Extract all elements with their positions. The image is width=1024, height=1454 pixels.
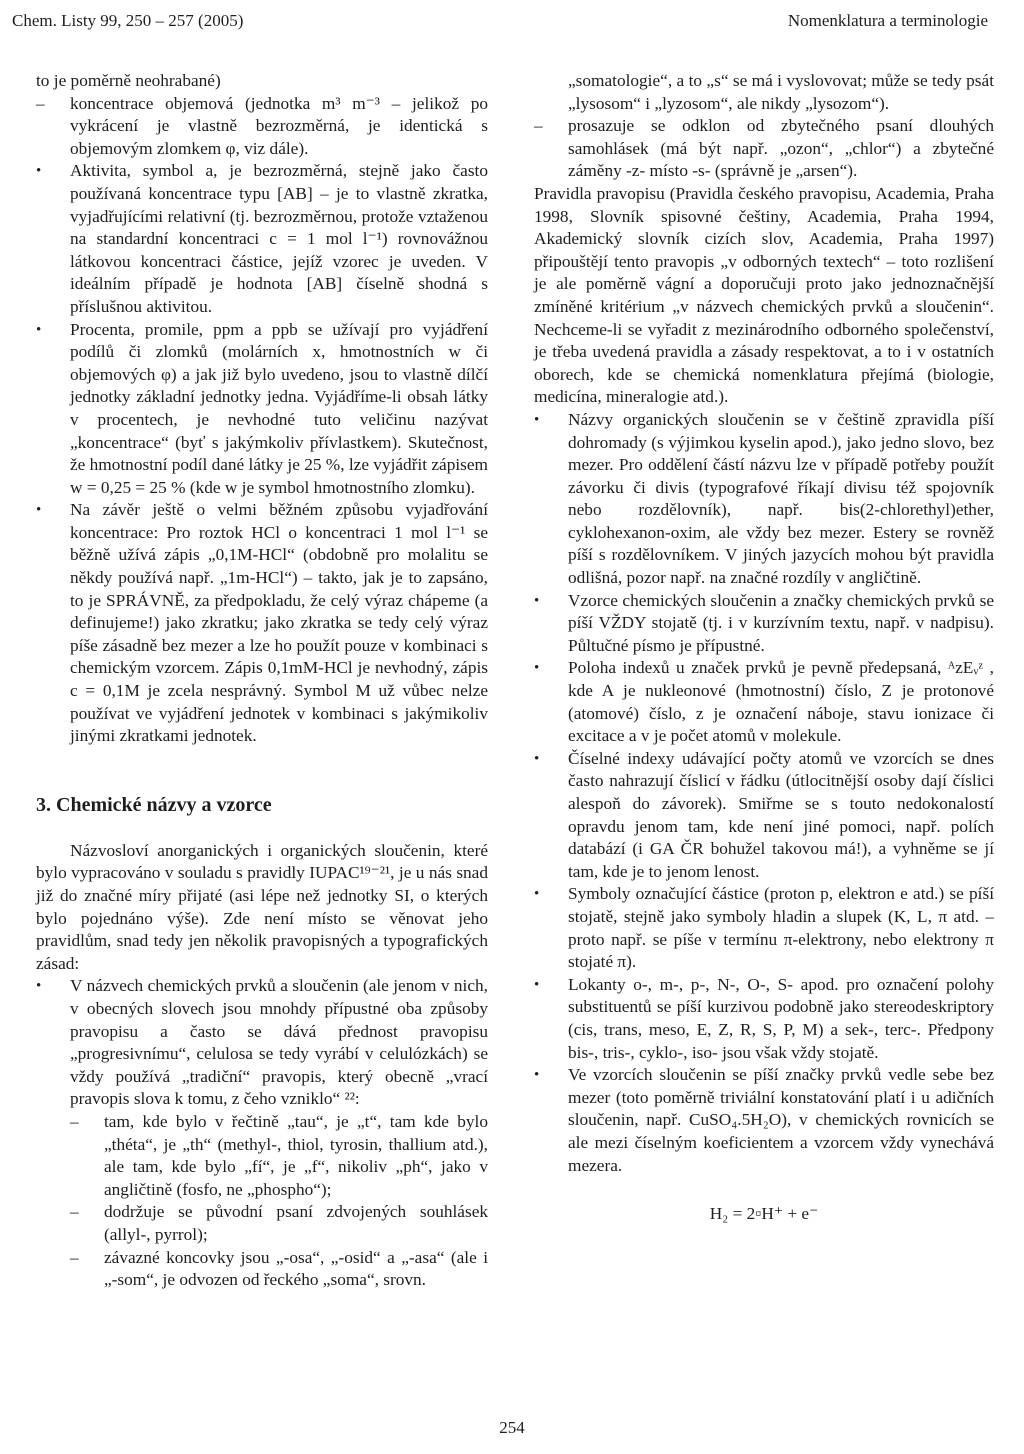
continued-item: „somatologie“, a to „s“ se má i vyslovovat; může se tedy psát „lysosom“ i „lyzosom“, ale nikdy „lysozom“). <box>568 71 994 113</box>
section-label: Nomenklatura a terminologie <box>787 11 988 30</box>
bullet-item-koncentrace: • Na závěr ještě o velmi běžném způsobu vyjadřování koncentrace: Pro roztok HCl o koncentraci 1 mol l⁻¹ se běžně užívá zápis „0,1M-HCl“ (obdobně pro molalitu se někdy používá např. „1m-HCl“) – takto, jak je to zapsáno, to je SPRÁVNĚ, za předpokladu, že celý výraz chápeme (a definujeme!) jako zkratku; jako zkratka se tedy celý výraz píše zásadně bez mezer a lze ho použít pouze v kombinaci s chemickým vzorcem. Zápis 0,1mM-HCl je nevhodný, zápis c = 0,1M je zcela nesprávný. Symbol M už vůbec nelze používat ve vyjádření jednotek v kombinaci s jakýmikoliv jinými zkratkami jednotek. <box>36 499 488 748</box>
equation: H₂ = 2▫H⁺ + e⁻ <box>709 1204 819 1224</box>
bullet-item-procenta: • Procenta, promile, ppm a ppb se užívají pro vyjádření podílů či zlomků (molárních x, hmotnostních w či objemových φ) a jak již bylo uvedeno, jsou to vlastně dílčí jednotky základní jednotky jedna. Vyjádříme-li obsah látky v procentech, je nevhodné tuto veličinu nazývat „koncentrace“ (byť s jakýmkoliv přívlastkem). Skutečnost, že hmotnostní podíl dané látky je 25 %, lze vyjádřit zápisem w = 0,25 = 25 % (kde w je symbol hmotnostního zlomku). <box>36 319 488 500</box>
bullet-item-aktivita: • Aktivita, symbol a, je bezrozměrná, stejně jako často používaná koncentrace typu [AB] – je to vlastně zkratka, vyjadřujícími relativní (tj. bezrozměrnou, protože vztaženou na standardní koncentraci c = 1 mol l⁻¹) rovnovážnou látkovou koncentraci částice, jejíž vzorec je uveden. V ideálním případě je hodnota [AB] číselně shodná s příslušnou aktivitou. <box>36 160 488 318</box>
dash-item: – prosazuje se odklon od zbytečného psaní dlouhých samohlásek (má být např. „ozon“, „chlor“) a zbytečné záměny -z- místo -s- (správně je „arsen“). <box>534 115 994 183</box>
paragraph-pravidla: Pravidla pravopisu (Pravidla českého pravopisu, Academia, Praha 1998, Slovník spisovné češtiny, Academia, Praha 1994, Akademický slovník cizích slov, Academia, Praha 1997) připouštějí tento pravopis „v odborných textech“ – toto rozlišení je ale poměrně vágní a doporučuji proto jako jednoznačnější zmíněné kritérium „v názvech chemických prvků a sloučenin“. Nechceme-li se vyřadit z mezinárodního odborného společenství, je třeba uvedená pravidla a zásady respektovat, a to i v ostatních oborech, kde se chemická nomenklatura přejímá (biologie, medicína, mineralogie atd.). <box>534 183 994 407</box>
left-column <box>36 70 488 1292</box>
intro-paragraph: Názvosloví anorganických i organických sloučenin, které bylo vypracováno v souladu s pravidly IUPAC¹⁹⁻²¹, je u nás snad již do značné míry přijaté (asi lépe než jednotky SI, o kterých bylo pojednáno výše). Zde není místo se věnovat jeho pravidlům, snad tedy jen několik pravopisných a typografických zásad: <box>36 840 488 973</box>
bullet-item-lokanty: • Lokanty o-, m-, p-, N-, O-, S- apod. pro označení polohy substituentů se píší kurzivou podobně jako stereodeskriptory (cis, trans, meso, E, Z, R, S, P, M) a sek-, terc-. Předpony bis-, tris-, cyklo-, iso- jsou však vždy stojatě. <box>534 974 994 1064</box>
section-heading: 3. Chemické názvy a vzorce <box>36 793 272 816</box>
dash-item: – koncentrace objemová (jednotka m³ m⁻³ – jelikož po vykrácení je vlastně bezrozměrná, je identická s objemovým zlomkem φ, viz dále). <box>36 93 488 161</box>
bullet-item-mezery: • Ve vzorcích sloučenin se píší značky prvků vedle sebe bez mezer (toto poměrně triviální konstatování platí i u adičních sloučenin, např. CuSO₄.5H₂O), v chemických rovnicích se ale mezi číselným koeficientem a vzorcem vždy vynechává mezera. <box>534 1064 994 1177</box>
bullet-item-nazvy: • V názvech chemických prvků a sloučenin (ale jenom v nich, v obecných slovech jsou mnohdy přípustné oba způsoby pravopisu a často se dává přednost pravopisu „progresivnímu“, celulosa se tedy vyrábí v celulózkách) se vždy používá „tradiční“ pravopis, který obecně „vrací pravopis slova k tomu, z čeho vzniklo“ ²²: <box>36 975 488 1111</box>
bullet-item-vzorce: • Vzorce chemických sloučenin a značky chemických prvků se píší VŽDY stojatě (tj. i v kurzívním textu, např. v nadpisu). Půltučné písmo je přípustné. <box>534 590 994 658</box>
bullet-item-organicke: • Názvy organických sloučenin se v češtině zpravidla píší dohromady (s výjimkou kyselin apod.), jako jedno slovo, bez mezer. Pro oddělení částí názvu lze v případě potřeby použít závorku či divis (typografové říkají divisu též spojovník nebo rozdělovník), např. bis(2-chlorethyl)ether, cyklohexanon-oxim, ale vždy bez mezer. Estery se rovněž píší s rozdělovníkem. V jiných jazycích mohou být pravidla odlišná, pozor např. na značné rozdíly v angličtině. <box>534 409 994 590</box>
subdash-item: – tam, kde bylo v řečtině „tau“, je „t“, tam kde bylo „théta“, je „th“ (methyl-, thiol, tyrosin, thallium atd.), ale tam, kde bylo „fí“, je „f“, nikoliv „ph“, jako v angličtině (fosfo, ne „phospho“); <box>70 1111 488 1201</box>
journal-citation: Chem. Listy 99, 250 – 257 (2005) <box>12 11 244 30</box>
paragraph: to je poměrně neohrabané) <box>36 71 221 90</box>
subdash-item: – dodržuje se původní psaní zdvojených souhlásek (allyl-, pyrrol); <box>70 1201 488 1246</box>
bullet-item-poloha: • Poloha indexů u značek prvků je pevně předepsaná, ᴬᴢEᵥᶻ , kde A je nukleonové (hmotnostní) číslo, Z je protonové (atomové) číslo, z je označení náboje, stavu ionizace či excitace a v je počet atomů v molekule. <box>534 657 994 747</box>
right-column <box>534 70 994 1226</box>
bullet-item-indexy: • Číselné indexy udávající počty atomů ve vzorcích se dnes často nahrazují číslicí v řádku (útlocitnější osoby dají číslici alespoň do závorek). Smiřme se s touto nedokonalostí opravdu jenom tam, kde není jiné pomoci, např. polích databází (i GA ČR bohužel takovou má!), a vyhněme se jí tam, kde je to jenom lenost. <box>534 748 994 884</box>
running-header <box>12 9 988 35</box>
bullet-item-symboly: • Symboly označující částice (proton p, elektron e atd.) se píší stojatě, stejně jako symboly hladin a slupek (K, L, π atd. – proto např. se píše v termínu π-elektrony, nebo elektrony π stojaté π). <box>534 883 994 973</box>
page-number: 254 <box>499 1418 525 1437</box>
subdash-item: – závazné koncovky jsou „-osa“, „-osid“ a „-asa“ (ale i „-som“, je odvozen od řeckého „soma“, srovn. <box>70 1247 488 1292</box>
